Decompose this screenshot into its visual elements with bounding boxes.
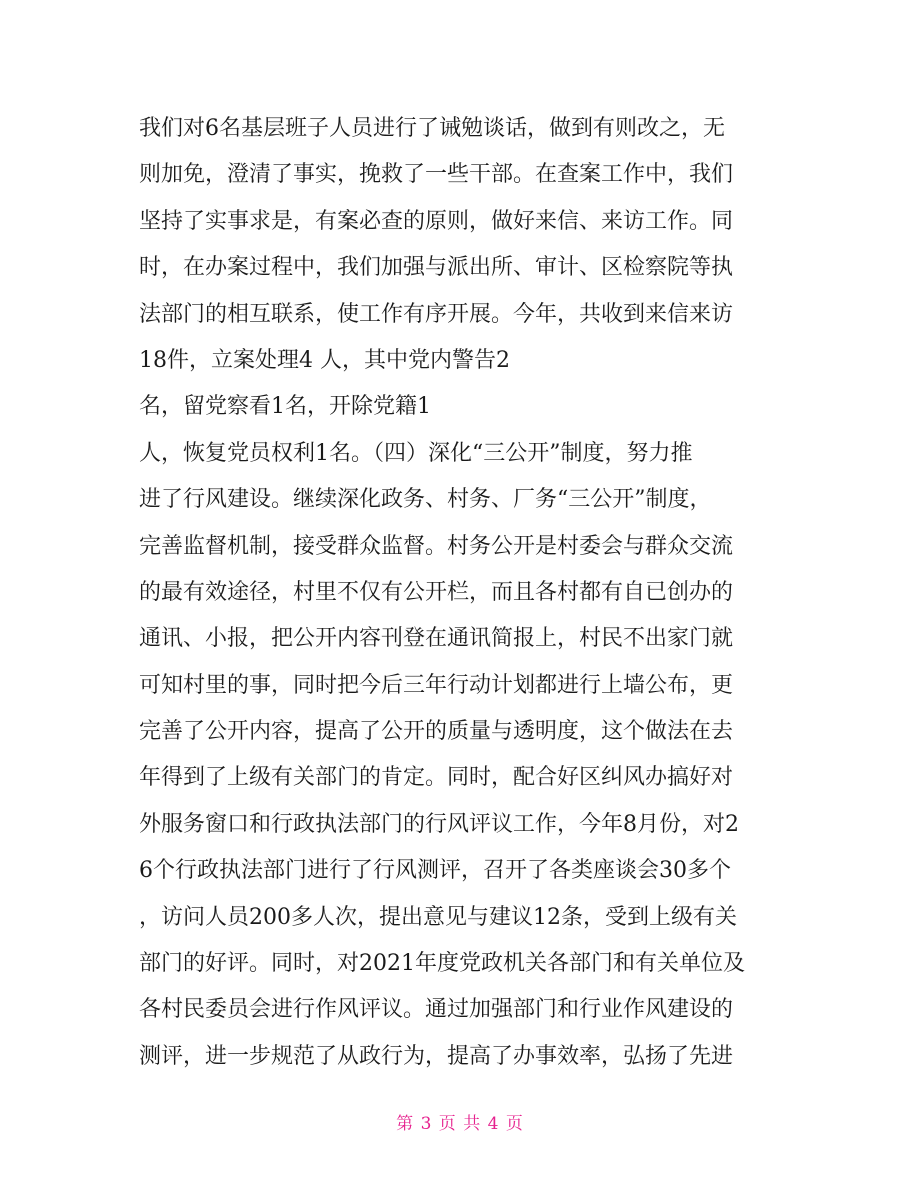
text-line: 年得到了上级有关部门的肯定。同时，配合好区纠风办搞好对 [139, 765, 734, 791]
text-line: 6个行政执法部门进行了行风测评，召开了各类座谈会30多个 [139, 858, 731, 884]
text-line: 我们对6名基层班子人员进行了诫勉谈话，做到有则改之，无 [139, 116, 725, 141]
text-line: 的最有效途径，村里不仅有公开栏，而且各村都有自已创办的 [139, 579, 734, 605]
text-line: 进了行风建设。继续深化政务、村务、厂务“三公开”制度， [139, 487, 712, 513]
text-line: ，访问人员200多人次，提出意见与建议12条，受到上级有关 [139, 904, 737, 930]
text-line: 则加免，澄清了事实，挽救了一些干部。在查案工作中，我们 [139, 162, 734, 188]
text-line: 18件，立案处理4 人，其中党内警告2 [139, 347, 510, 373]
text-line: 名，留党察看1名，开除党籍1 [139, 394, 431, 420]
text-line: 坚持了实事求是，有案必查的原则，做好来信、来访工作。同 [139, 208, 734, 234]
text-line: 各村民委员会进行作风评议。通过加强部门和行业作风建设的 [139, 997, 734, 1023]
text-line: 完善监督机制，接受群众监督。村务公开是村委会与群众交流 [139, 533, 734, 559]
text-line: 通讯、小报，把公开内容刊登在通讯简报上，村民不出家门就 [139, 626, 734, 652]
page-number-label: 第 3 页 共 4 页 [396, 1114, 524, 1134]
text-line: 部门的好评。同时，对2021年度党政机关各部门和有关单位及 [139, 951, 745, 977]
text-line: 可知村里的事，同时把今后三年行动计划都进行上墙公布，更 [139, 672, 734, 698]
page-footer [0, 1112, 920, 1136]
text-line: 测评，进一步规范了从政行为，提高了办事效率，弘扬了先进 [139, 1043, 734, 1069]
text-line: 时，在办案过程中，我们加强与派出所、审计、区检察院等执 [139, 255, 734, 281]
body-text [139, 106, 799, 1080]
text-line: 完善了公开内容，提高了公开的质量与透明度，这个做法在去 [139, 719, 734, 745]
text-line: 人，恢复党员权利1名。（四）深化“三公开”制度，努力推 [139, 440, 693, 466]
text-line: 法部门的相互联系，使工作有序开展。今年，共收到来信来访 [139, 301, 734, 327]
text-line: 外服务窗口和行政执法部门的行风评议工作，今年8月份，对2 [139, 811, 739, 837]
